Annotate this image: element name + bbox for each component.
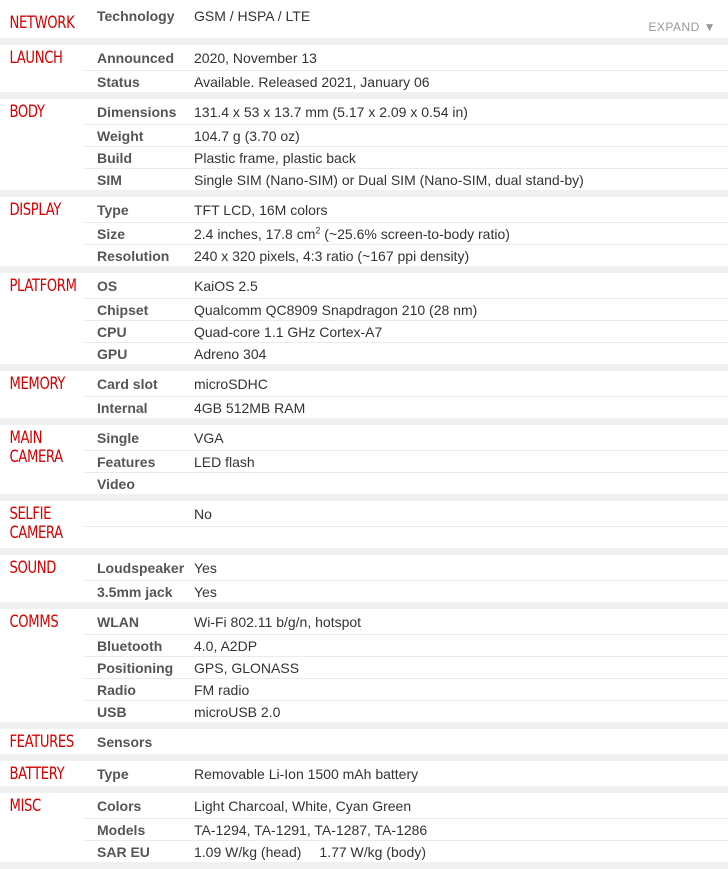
spec-label[interactable]: SAR EU [97, 843, 150, 860]
spec-value [194, 50, 728, 66]
spec-value-text: Plastic frame, plastic back [194, 149, 356, 166]
spec-rows [84, 609, 728, 722]
spec-value-text: Wi-Fi 802.11 b/g/n, hotspot [194, 613, 362, 630]
spec-value [194, 822, 728, 838]
spec-value [194, 798, 728, 814]
spec-row [84, 99, 728, 125]
spec-value-text: 131.4 x 53 x 13.7 mm (5.17 x 2.09 x 0.54 in) [194, 103, 468, 120]
spec-label[interactable]: OS [97, 277, 118, 294]
spec-value-text: microSDHC [194, 375, 268, 392]
section-title: FEATURES [9, 732, 74, 752]
spec-value-text: Qualcomm QC8909 Snapdragon 210 (28 nm) [194, 301, 478, 318]
spec-row [84, 701, 728, 722]
spec-label[interactable]: Dimensions [97, 103, 177, 120]
section-title: NETWORK [9, 13, 75, 33]
spec-row [84, 635, 728, 657]
section-misc [0, 793, 728, 869]
spec-label[interactable]: Announced [97, 49, 174, 66]
spec-value [194, 346, 728, 362]
section-title: BODY [9, 102, 45, 122]
spec-row [84, 169, 728, 190]
spec-row [84, 425, 728, 451]
section-launch [0, 45, 728, 99]
section-battery [0, 761, 728, 793]
spec-value-text: TA-1294, TA-1291, TA-1287, TA-1286 [194, 821, 428, 838]
spec-value-suffix: (~25.6% screen-to-body ratio) [320, 225, 510, 242]
spec-value-secondary: 1.77 W/kg (body) [319, 843, 426, 860]
spec-value [194, 302, 728, 318]
spec-value [194, 638, 728, 654]
spec-rows [84, 45, 728, 92]
spec-value-text: Adreno 304 [194, 345, 267, 362]
spec-value-text: VGA [194, 429, 224, 446]
spec-value [194, 202, 728, 218]
section-network [0, 0, 728, 45]
spec-value [194, 128, 728, 144]
spec-label[interactable]: SIM [97, 171, 122, 188]
section-title: PLATFORM [9, 276, 77, 296]
spec-rows [84, 425, 728, 494]
spec-label[interactable]: Chipset [97, 301, 149, 318]
spec-rows [84, 501, 728, 548]
spec-row [84, 581, 728, 602]
spec-value [194, 584, 728, 600]
spec-row [84, 501, 728, 527]
spec-label[interactable]: Single [97, 429, 140, 446]
spec-value-text: Yes [194, 559, 217, 576]
spec-label[interactable]: Radio [97, 681, 136, 698]
spec-label[interactable]: Technology [97, 8, 175, 24]
spec-rows [84, 761, 728, 786]
section-title: MISC [9, 796, 41, 816]
section-platform [0, 273, 728, 371]
section-sound [0, 555, 728, 609]
spec-row [84, 657, 728, 679]
spec-row [84, 555, 728, 581]
spec-label[interactable]: Size [97, 225, 126, 242]
spec-value [194, 704, 728, 720]
spec-row [84, 793, 728, 819]
section-body [0, 99, 728, 197]
spec-value [194, 506, 728, 522]
spec-rows [84, 793, 728, 862]
spec-value [194, 766, 728, 782]
spec-value-text: TFT LCD, 16M colors [194, 201, 328, 218]
spec-rows [84, 729, 728, 754]
spec-value-text: Light Charcoal, White, Cyan Green [194, 797, 412, 814]
spec-row [84, 223, 728, 245]
spec-label[interactable]: Positioning [97, 659, 174, 676]
spec-label[interactable]: Models [97, 821, 146, 838]
spec-label[interactable]: Loudspeaker [97, 559, 185, 576]
spec-row [84, 125, 728, 147]
spec-label[interactable]: Card slot [97, 375, 158, 392]
spec-row [84, 397, 728, 418]
spec-value-text: LED flash [194, 453, 255, 470]
spec-value-text: 4GB 512MB RAM [194, 399, 306, 416]
spec-value-text: FM radio [194, 681, 250, 698]
spec-label[interactable]: Internal [97, 399, 148, 416]
spec-value [194, 248, 728, 264]
spec-label[interactable]: Sensors [97, 733, 153, 750]
spec-value-text: Single SIM (Nano-SIM) or Dual SIM (Nano-SIM, dual stand-by) [194, 171, 584, 188]
section-selfie-camera [0, 501, 728, 555]
spec-value [194, 560, 728, 576]
section-title: MEMORY [9, 374, 65, 394]
spec-value [194, 454, 728, 470]
section-memory [0, 371, 728, 425]
spec-row [84, 0, 728, 38]
section-title: DISPLAY [9, 200, 61, 220]
spec-value [194, 844, 728, 860]
spec-value-superscript: 2 [315, 224, 321, 235]
spec-label[interactable]: Weight [97, 127, 144, 144]
spec-row [84, 71, 728, 92]
spec-label[interactable]: Type [97, 765, 129, 782]
spec-label[interactable]: Status [97, 73, 140, 90]
spec-row [84, 761, 728, 786]
expand-button[interactable]: EXPAND ▼ [648, 20, 716, 34]
spec-value-text: 104.7 g (3.70 oz) [194, 127, 300, 144]
spec-value [194, 150, 728, 166]
spec-row [84, 371, 728, 397]
spec-value-text: 4.0, A2DP [194, 637, 258, 654]
spec-row [84, 819, 728, 841]
spec-label[interactable]: Build [97, 149, 132, 166]
spec-rows [84, 197, 728, 266]
spec-label[interactable]: Video [97, 475, 135, 492]
spec-value [194, 324, 728, 340]
spec-label[interactable]: Colors [97, 797, 142, 814]
section-comms [0, 609, 728, 729]
spec-value [194, 430, 728, 446]
spec-value [194, 104, 728, 120]
spec-value-text: 2.4 inches, 17.8 cm [194, 225, 316, 242]
section-features [0, 729, 728, 761]
spec-row [84, 609, 728, 635]
spec-label[interactable]: GPU [97, 345, 128, 362]
section-main-camera [0, 425, 728, 501]
spec-value-text: Quad-core 1.1 GHz Cortex-A7 [194, 323, 383, 340]
spec-label[interactable]: CPU [97, 323, 127, 340]
section-title: COMMS [9, 612, 59, 632]
spec-label[interactable]: Features [97, 453, 156, 470]
spec-label[interactable]: Resolution [97, 247, 170, 264]
spec-row [84, 343, 728, 364]
spec-value [194, 682, 728, 698]
spec-row [84, 273, 728, 299]
spec-value [194, 278, 728, 294]
spec-value [194, 400, 728, 416]
spec-row [84, 527, 728, 548]
section-title: MAIN CAMERA [9, 428, 63, 467]
section-display [0, 197, 728, 273]
spec-row [84, 197, 728, 223]
spec-label[interactable]: WLAN [97, 613, 139, 630]
spec-value-text: Yes [194, 583, 217, 600]
section-title: SOUND [9, 558, 57, 578]
spec-row [84, 451, 728, 473]
spec-value [194, 172, 728, 188]
spec-row [84, 473, 728, 494]
spec-value-text: microUSB 2.0 [194, 703, 281, 720]
spec-rows [84, 371, 728, 418]
spec-rows [84, 555, 728, 602]
spec-row [84, 45, 728, 71]
spec-label[interactable]: Type [97, 201, 129, 218]
spec-value-text: GPS, GLONASS [194, 659, 300, 676]
spec-row [84, 679, 728, 701]
spec-value [194, 660, 728, 676]
spec-rows [84, 0, 728, 38]
spec-value-text: Removable Li-Ion 1500 mAh battery [194, 765, 419, 782]
spec-value [194, 226, 728, 242]
spec-row [84, 841, 728, 862]
spec-row [84, 729, 728, 754]
spec-value-text: GSM / HSPA / LTE [194, 8, 311, 24]
spec-rows [84, 99, 728, 190]
spec-value-text: KaiOS 2.5 [194, 277, 258, 294]
spec-label[interactable]: USB [97, 703, 127, 720]
spec-rows [84, 273, 728, 364]
section-title: SELFIE CAMERA [9, 504, 63, 543]
spec-row [84, 321, 728, 343]
spec-label[interactable]: Bluetooth [97, 637, 163, 654]
section-title: LAUNCH [9, 48, 63, 68]
spec-value-text: 2020, November 13 [194, 49, 317, 66]
spec-value [194, 74, 728, 90]
section-title: BATTERY [9, 764, 65, 784]
spec-value [194, 376, 728, 392]
spec-value-text: No [194, 505, 212, 522]
spec-value [194, 614, 728, 630]
spec-value-text: Available. Released 2021, January 06 [194, 73, 430, 90]
spec-row [84, 299, 728, 321]
spec-value-text: 1.09 W/kg (head) [194, 843, 302, 860]
spec-row [84, 147, 728, 169]
spec-value-text: 240 x 320 pixels, 4:3 ratio (~167 ppi density) [194, 247, 470, 264]
spec-label[interactable]: 3.5mm jack [97, 583, 173, 600]
spec-row [84, 245, 728, 266]
